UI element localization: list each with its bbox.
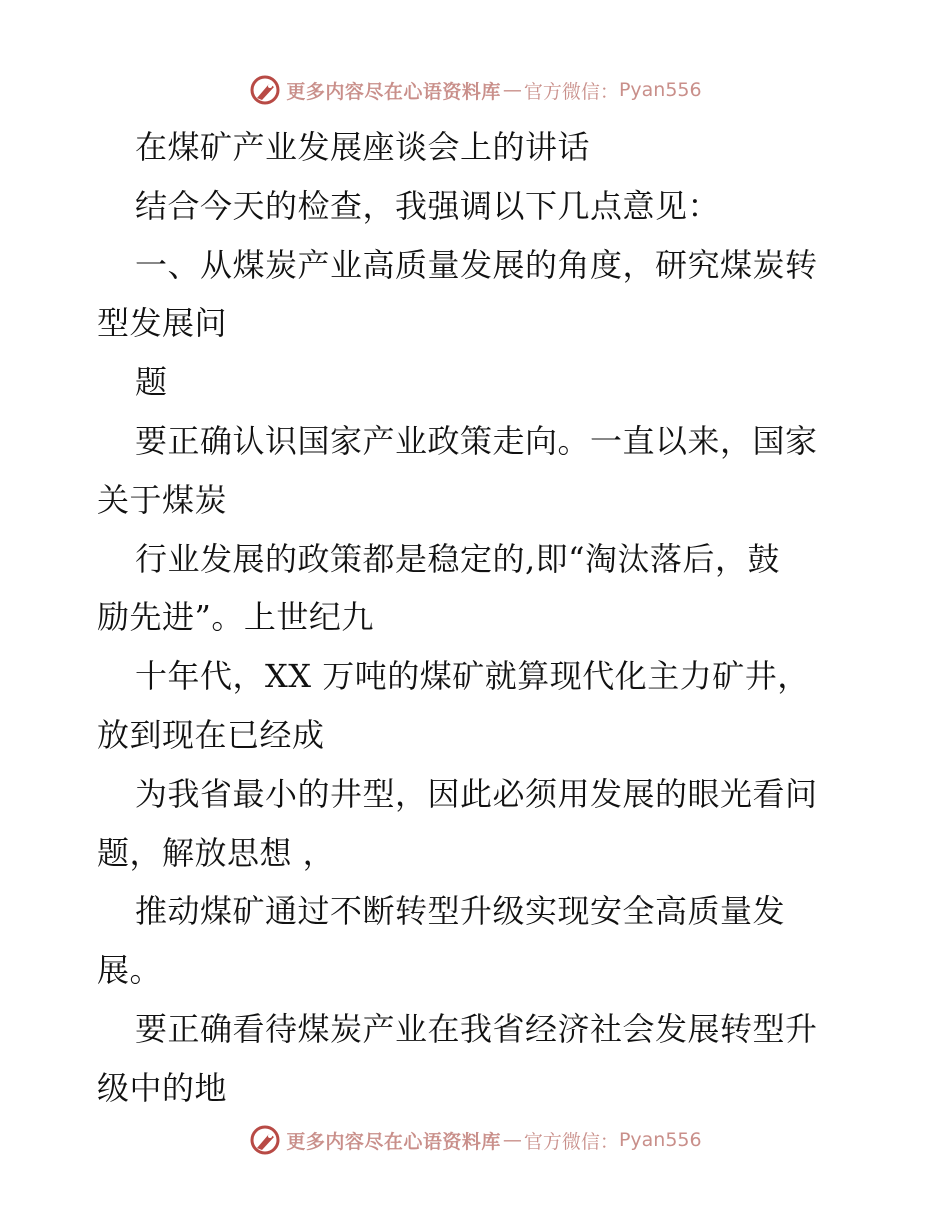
- paragraph-line: 励先进”。上世纪九: [97, 598, 374, 637]
- pen-nib-logo-icon: [248, 1123, 282, 1157]
- separator-dash: —: [502, 1129, 522, 1151]
- paragraph-line: 题，解放思想 ，: [97, 833, 336, 872]
- pen-nib-logo-icon: [248, 73, 282, 107]
- paragraph-line: 为我省最小的井型，因此必须用发展的眼光看问: [135, 774, 818, 813]
- promo-text: 更多内容尽在心语资料库: [286, 1130, 501, 1153]
- paragraph-line: 要正确看待煤炭产业在我省经济社会发展转型升: [135, 1009, 818, 1048]
- paragraph-line: 放到现在已经成: [97, 715, 325, 754]
- paragraph-line: 推动煤矿通过不断转型升级实现安全高质量发: [135, 892, 786, 931]
- paragraph-line: 要正确认识国家产业政策走向。一直以来，国家: [135, 421, 818, 460]
- footer-watermark-banner: [0, 1120, 950, 1160]
- wechat-id: Pyan556: [618, 79, 702, 101]
- wechat-id: Pyan556: [618, 1129, 702, 1151]
- paragraph-line: 关于煤炭: [97, 480, 228, 519]
- paragraph-line: 题: [135, 363, 168, 402]
- header-watermark-banner: [0, 70, 950, 110]
- wechat-label: 官方微信：: [523, 1130, 619, 1153]
- paragraph-line: 行业发展的政策都是稳定的,即“淘汰落后，鼓: [135, 539, 781, 578]
- paragraph-line: 结合今天的检查，我强调以下几点意见：: [135, 186, 721, 225]
- paragraph-line: 一、从煤炭产业高质量发展的角度，研究煤炭转: [135, 245, 818, 284]
- separator-dash: —: [502, 79, 522, 101]
- paragraph-line: 十年代，XX 万吨的煤矿就算现代化主力矿井，: [135, 657, 810, 696]
- document-title: 在煤矿产业发展座谈会上的讲话: [135, 128, 591, 166]
- promo-text: 更多内容尽在心语资料库: [286, 80, 501, 103]
- document-body: [97, 118, 857, 1118]
- paragraph-line: 级中的地: [97, 1068, 228, 1107]
- paragraph-line: 展。: [97, 951, 163, 990]
- wechat-label: 官方微信：: [523, 80, 619, 103]
- paragraph-line: 型发展问: [97, 304, 228, 343]
